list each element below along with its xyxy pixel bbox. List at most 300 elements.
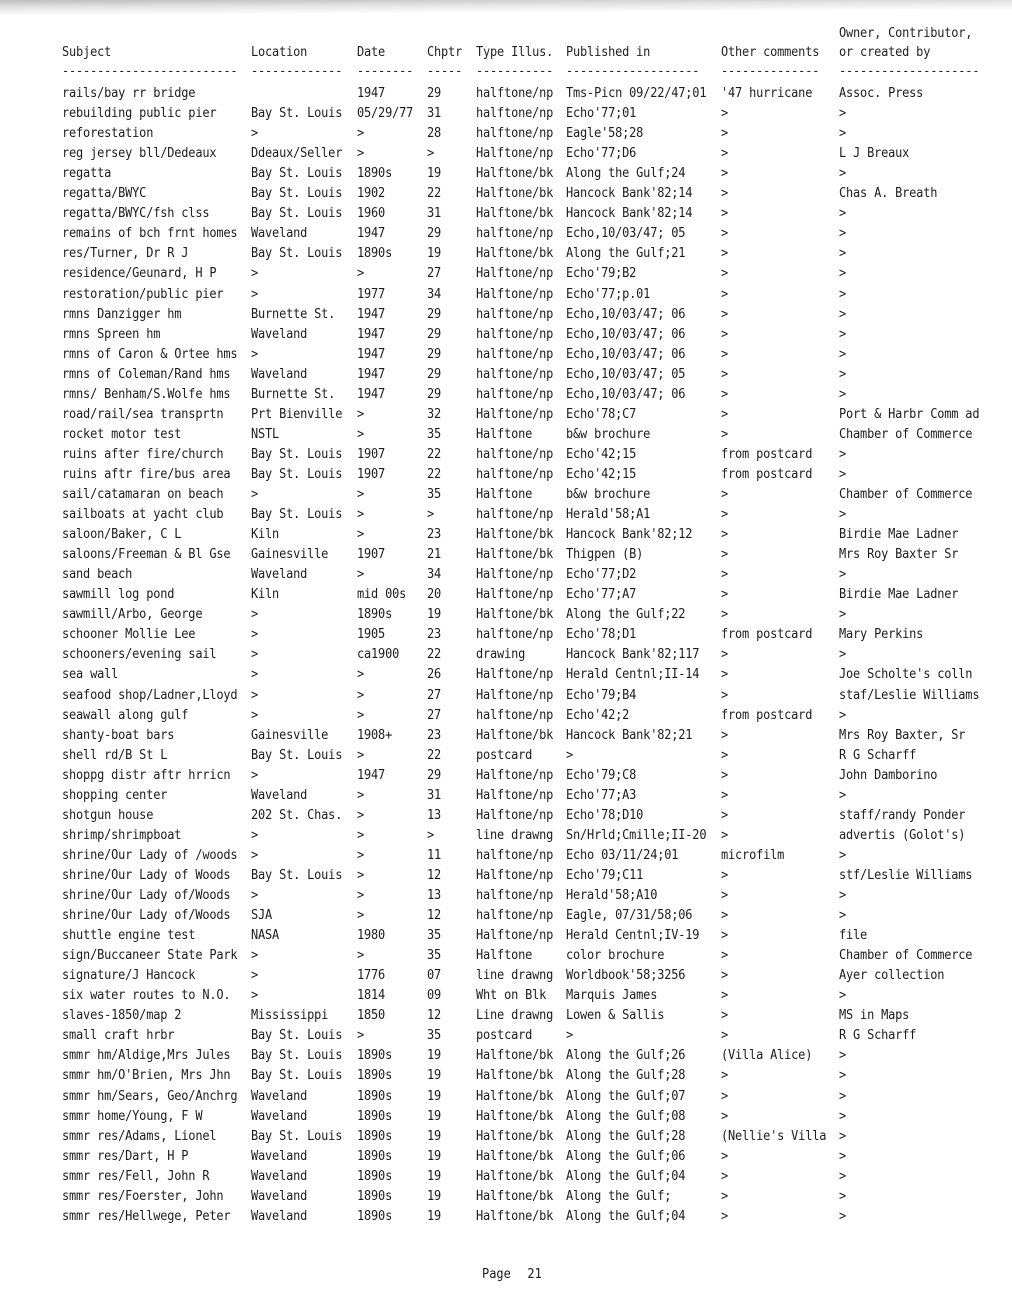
cell-date: >	[357, 867, 365, 883]
table-row	[0, 547, 1012, 567]
cell-chapter: 29	[427, 226, 442, 242]
cell-subject: slaves-1850/map 2	[62, 1008, 182, 1024]
table-row	[0, 1189, 1012, 1209]
table-row	[0, 1169, 1012, 1189]
cell-type-illus: Halftone/np	[476, 146, 554, 162]
cell-location: Kiln	[251, 587, 280, 603]
cell-published-in: Echo'42;15	[566, 446, 637, 462]
cell-subject: sand beach	[62, 567, 133, 583]
cell-location: Kiln	[251, 527, 280, 543]
cell-date: >	[357, 747, 365, 763]
cell-location: Bay St. Louis	[251, 446, 343, 462]
cell-type-illus: line drawng	[476, 827, 554, 843]
table-row	[0, 447, 1012, 467]
cell-published-in: Echo'77;01	[566, 106, 637, 122]
table-row	[0, 467, 1012, 487]
table-row	[0, 607, 1012, 627]
cell-owner: >	[839, 1048, 847, 1064]
cell-other-comments: >	[721, 206, 729, 222]
cell-location: Burnette St.	[251, 306, 336, 322]
cell-type-illus: Halftone/np	[476, 687, 554, 703]
cell-date: >	[357, 787, 365, 803]
cell-published-in: Hancock Bank'82;12	[566, 527, 693, 543]
cell-location: 202 St. Chas.	[251, 807, 343, 823]
cell-chapter: 29	[427, 346, 442, 362]
cell-date: 1908+	[357, 727, 393, 743]
cell-date: 1776	[357, 968, 386, 984]
cell-other-comments: (Villa Alice)	[721, 1048, 813, 1064]
cell-published-in: Echo'79;B4	[566, 687, 637, 703]
cell-other-comments: microfilm	[721, 847, 785, 863]
cell-date: >	[357, 527, 365, 543]
cell-location: Bay St. Louis	[251, 1028, 343, 1044]
cell-subject: remains of bch frnt homes	[62, 226, 238, 242]
cell-subject: saloons/Freeman & Bl Gse	[62, 547, 231, 563]
cell-chapter: 31	[427, 787, 442, 803]
cell-chapter: 19	[427, 1088, 442, 1104]
cell-location: Waveland	[251, 1148, 308, 1164]
cell-location: Burnette St.	[251, 386, 336, 402]
cell-published-in: Echo'42;15	[566, 466, 637, 482]
cell-chapter: 29	[427, 366, 442, 382]
cell-chapter: 29	[427, 326, 442, 342]
cell-other-comments: >	[721, 306, 729, 322]
cell-chapter: 19	[427, 1208, 442, 1224]
cell-type-illus: Halftone/bk	[476, 166, 554, 182]
cell-other-comments: >	[721, 286, 729, 302]
cell-subject: shrine/Our Lady of /woods	[62, 847, 238, 863]
cell-owner: Chamber of Commerce	[839, 948, 973, 964]
cell-chapter: 12	[427, 867, 442, 883]
cell-location: Bay St. Louis	[251, 1048, 343, 1064]
cell-other-comments: >	[721, 687, 729, 703]
cell-date: 1907	[357, 466, 386, 482]
page-number: 21	[527, 1267, 542, 1282]
cell-subject: reforestation	[62, 126, 154, 142]
cell-other-comments: >	[721, 106, 729, 122]
cell-date: 1890s	[357, 1088, 393, 1104]
separator-owner: --------------------	[839, 64, 980, 79]
cell-location: Ddeaux/Seller	[251, 146, 343, 162]
cell-owner: >	[839, 266, 847, 282]
cell-owner: >	[839, 1168, 847, 1184]
cell-date: 1905	[357, 627, 386, 643]
cell-owner: >	[839, 226, 847, 242]
cell-type-illus: halftone/np	[476, 306, 554, 322]
cell-owner: R G Scharff	[839, 1028, 917, 1044]
cell-date: 1890s	[357, 1128, 393, 1144]
cell-chapter: >	[427, 827, 435, 843]
cell-published-in: Along the Gulf;21	[566, 246, 686, 262]
cell-type-illus: Halftone/bk	[476, 206, 554, 222]
cell-owner: Mrs Roy Baxter Sr	[839, 547, 959, 563]
cell-date: >	[357, 807, 365, 823]
cell-other-comments: >	[721, 787, 729, 803]
cell-subject: seafood shop/Ladner,Lloyd	[62, 687, 238, 703]
cell-subject: signature/J Hancock	[62, 968, 196, 984]
cell-date: >	[357, 667, 365, 683]
cell-published-in: Hancock Bank'82;21	[566, 727, 693, 743]
cell-subject: rmns of Caron & Ortee hms	[62, 346, 238, 362]
cell-chapter: 22	[427, 186, 442, 202]
separator-chptr: -----	[427, 64, 463, 79]
cell-published-in: Echo,10/03/47; 06	[566, 306, 686, 322]
cell-type-illus: Halftone/bk	[476, 1168, 554, 1184]
cell-published-in: Echo'79;C11	[566, 867, 644, 883]
cell-subject: shoppg distr aftr hrricn	[62, 767, 231, 783]
table-row	[0, 287, 1012, 307]
table-row	[0, 948, 1012, 968]
cell-chapter: 27	[427, 707, 442, 723]
cell-location: Gainesville	[251, 727, 329, 743]
cell-date: 1890s	[357, 246, 393, 262]
cell-other-comments: >	[721, 527, 729, 543]
cell-date: 1980	[357, 928, 386, 944]
cell-published-in: Along the Gulf;07	[566, 1088, 686, 1104]
cell-chapter: 21	[427, 547, 442, 563]
cell-other-comments: >	[721, 727, 729, 743]
cell-subject: regatta/BWYC	[62, 186, 147, 202]
cell-other-comments: >	[721, 1208, 729, 1224]
cell-type-illus: halftone/np	[476, 908, 554, 924]
cell-location: Waveland	[251, 787, 308, 803]
cell-type-illus: Halftone/np	[476, 667, 554, 683]
cell-date: mid 00s	[357, 587, 407, 603]
cell-published-in: Echo'79;B2	[566, 266, 637, 282]
cell-subject: regatta	[62, 166, 112, 182]
cell-owner: >	[839, 988, 847, 1004]
cell-type-illus: Halftone/np	[476, 567, 554, 583]
cell-owner: advertis (Golot's)	[839, 827, 966, 843]
cell-type-illus: Halftone	[476, 948, 533, 964]
cell-published-in: Sn/Hrld;Cmille;II-20	[566, 827, 707, 843]
separator-subject: -------------------------	[62, 64, 238, 79]
table-row	[0, 647, 1012, 667]
cell-location: >	[251, 988, 259, 1004]
cell-other-comments: >	[721, 968, 729, 984]
cell-type-illus: Halftone/bk	[476, 527, 554, 543]
table-row	[0, 126, 1012, 146]
cell-other-comments: >	[721, 1068, 729, 1084]
cell-other-comments: >	[721, 1168, 729, 1184]
cell-chapter: 20	[427, 587, 442, 603]
table-row	[0, 487, 1012, 507]
cell-subject: rails/bay rr bridge	[62, 86, 196, 101]
table-row	[0, 1149, 1012, 1169]
cell-location: Waveland	[251, 226, 308, 242]
cell-owner: >	[839, 126, 847, 142]
cell-owner: >	[839, 1208, 847, 1224]
cell-date: >	[357, 847, 365, 863]
table-row	[0, 1068, 1012, 1088]
cell-type-illus: Halftone/bk	[476, 727, 554, 743]
cell-location: >	[251, 827, 259, 843]
cell-subject: smmr hm/O'Brien, Mrs Jhn	[62, 1068, 231, 1084]
table-row	[0, 748, 1012, 768]
cell-other-comments: >	[721, 867, 729, 883]
cell-subject: six water routes to N.O.	[62, 988, 231, 1004]
cell-published-in: Hancock Bank'82;117	[566, 647, 700, 663]
cell-chapter: 35	[427, 928, 442, 944]
header-owner-line1: Owner, Contributor,	[839, 26, 973, 41]
cell-owner: Ayer collection	[839, 968, 945, 984]
cell-owner: >	[839, 1188, 847, 1204]
cell-subject: smmr res/Dart, H P	[62, 1148, 189, 1164]
cell-location: Bay St. Louis	[251, 206, 343, 222]
cell-date: 1947	[357, 767, 386, 783]
cell-date: >	[357, 908, 365, 924]
cell-chapter: 29	[427, 86, 442, 101]
cell-published-in: Echo'42;2	[566, 707, 630, 723]
cell-owner: staf/Leslie Williams	[839, 687, 980, 703]
cell-date: 1890s	[357, 607, 393, 623]
cell-owner: Mary Perkins	[839, 627, 924, 643]
cell-chapter: 34	[427, 286, 442, 302]
table-row	[0, 768, 1012, 788]
cell-type-illus: halftone/np	[476, 466, 554, 482]
cell-location: Mississippi	[251, 1008, 329, 1024]
cell-owner: >	[839, 386, 847, 402]
cell-subject: reg jersey bll/Dedeaux	[62, 146, 217, 162]
cell-other-comments: >	[721, 1088, 729, 1104]
cell-owner: >	[839, 1148, 847, 1164]
table-row	[0, 888, 1012, 908]
cell-chapter: 23	[427, 727, 442, 743]
cell-published-in: Along the Gulf;06	[566, 1148, 686, 1164]
header-date: Date	[357, 45, 386, 60]
cell-type-illus: postcard	[476, 747, 533, 763]
cell-type-illus: Halftone/bk	[476, 1048, 554, 1064]
cell-type-illus: halftone/np	[476, 326, 554, 342]
cell-other-comments: >	[721, 1108, 729, 1124]
cell-chapter: 31	[427, 206, 442, 222]
table-row	[0, 1209, 1012, 1229]
cell-date: 1890s	[357, 1208, 393, 1224]
cell-location: Bay St. Louis	[251, 507, 343, 523]
cell-location: Bay St. Louis	[251, 186, 343, 202]
cell-subject: shrine/Our Lady of Woods	[62, 867, 231, 883]
cell-type-illus: Halftone/bk	[476, 186, 554, 202]
cell-owner: Birdie Mae Ladner	[839, 587, 959, 603]
table-row	[0, 427, 1012, 447]
cell-other-comments: >	[721, 386, 729, 402]
cell-date: 1977	[357, 286, 386, 302]
cell-type-illus: Halftone/np	[476, 867, 554, 883]
cell-location: >	[251, 126, 259, 142]
cell-chapter: 19	[427, 1048, 442, 1064]
cell-subject: smmr home/Young, F W	[62, 1108, 203, 1124]
cell-subject: sea wall	[62, 667, 119, 683]
cell-chapter: 22	[427, 466, 442, 482]
cell-chapter: 27	[427, 266, 442, 282]
cell-owner: L J Breaux	[839, 146, 910, 162]
cell-subject: rmns Danzigger hm	[62, 306, 182, 322]
cell-other-comments: from postcard	[721, 466, 813, 482]
cell-published-in: Hancock Bank'82;14	[566, 206, 693, 222]
cell-other-comments: >	[721, 1188, 729, 1204]
header-location: Location	[251, 45, 308, 60]
cell-subject: shrine/Our Lady of/Woods	[62, 888, 231, 903]
table-row	[0, 627, 1012, 647]
cell-chapter: 22	[427, 647, 442, 663]
cell-subject: residence/Geunard, H P	[62, 266, 217, 282]
cell-published-in: Echo'77;p.01	[566, 286, 651, 302]
cell-type-illus: Halftone/np	[476, 807, 554, 823]
table-row	[0, 226, 1012, 246]
cell-location: >	[251, 487, 259, 502]
cell-owner: Chas A. Breath	[839, 186, 938, 202]
cell-published-in: Echo,10/03/47; 06	[566, 326, 686, 342]
cell-location: NASA	[251, 928, 280, 944]
cell-published-in: Tms-Picn 09/22/47;01	[566, 86, 707, 101]
cell-location: SJA	[251, 908, 273, 924]
cell-other-comments: >	[721, 487, 729, 502]
cell-owner: MS in Maps	[839, 1008, 910, 1024]
cell-date: >	[357, 406, 365, 422]
cell-type-illus: Halftone/np	[476, 266, 554, 282]
cell-location: >	[251, 667, 259, 683]
cell-subject: shotgun house	[62, 807, 154, 823]
cell-chapter: 22	[427, 446, 442, 462]
cell-subject: smmr hm/Aldige,Mrs Jules	[62, 1048, 231, 1064]
cell-other-comments: >	[721, 928, 729, 944]
cell-subject: small craft hrbr	[62, 1028, 175, 1044]
table-row	[0, 848, 1012, 868]
cell-published-in: Thigpen (B)	[566, 547, 644, 563]
cell-other-comments: >	[721, 547, 729, 563]
table-row	[0, 146, 1012, 166]
cell-chapter: 27	[427, 687, 442, 703]
cell-owner: >	[839, 647, 847, 663]
cell-published-in: Eagle'58;28	[566, 126, 644, 142]
cell-published-in: Along the Gulf;26	[566, 1048, 686, 1064]
cell-owner: >	[839, 847, 847, 863]
cell-owner: >	[839, 888, 847, 903]
cell-published-in: Along the Gulf;08	[566, 1108, 686, 1124]
cell-other-comments: from postcard	[721, 627, 813, 643]
cell-chapter: 12	[427, 908, 442, 924]
cell-subject: smmr res/Adams, Lionel	[62, 1128, 217, 1144]
cell-date: 1907	[357, 547, 386, 563]
cell-other-comments: >	[721, 507, 729, 523]
cell-chapter: 31	[427, 106, 442, 122]
cell-published-in: Echo,10/03/47; 05	[566, 226, 686, 242]
cell-location: Bay St. Louis	[251, 466, 343, 482]
cell-owner: >	[839, 607, 847, 623]
cell-location: >	[251, 847, 259, 863]
cell-owner: Mrs Roy Baxter, Sr	[839, 727, 966, 743]
cell-subject: sail/catamaran on beach	[62, 487, 224, 502]
cell-type-illus: halftone/np	[476, 346, 554, 362]
table-row	[0, 788, 1012, 808]
cell-subject: shopping center	[62, 787, 168, 803]
cell-owner: >	[839, 1108, 847, 1124]
cell-subject: sign/Buccaneer State Park	[62, 948, 238, 964]
cell-type-illus: halftone/np	[476, 507, 554, 523]
cell-published-in: Echo'77;D6	[566, 146, 637, 162]
cell-other-comments: from postcard	[721, 446, 813, 462]
cell-other-comments: >	[721, 426, 729, 442]
separator-location: -------------	[251, 64, 343, 79]
cell-type-illus: Halftone/bk	[476, 1208, 554, 1224]
cell-owner: >	[839, 1128, 847, 1144]
cell-other-comments: >	[721, 908, 729, 924]
cell-published-in: Herald'58;A1	[566, 507, 651, 523]
cell-subject: seawall along gulf	[62, 707, 189, 723]
cell-location: Bay St. Louis	[251, 1128, 343, 1144]
table-row	[0, 567, 1012, 587]
cell-date: 1960	[357, 206, 386, 222]
cell-subject: schooner Mollie Lee	[62, 627, 196, 643]
cell-other-comments: >	[721, 266, 729, 282]
cell-date: >	[357, 888, 365, 903]
cell-other-comments: >	[721, 827, 729, 843]
table-row	[0, 908, 1012, 928]
cell-location: Waveland	[251, 1088, 308, 1104]
cell-subject: shrine/Our Lady of/Woods	[62, 908, 231, 924]
cell-other-comments: >	[721, 1028, 729, 1044]
cell-location: >	[251, 266, 259, 282]
cell-type-illus: halftone/np	[476, 366, 554, 382]
cell-owner: >	[839, 1068, 847, 1084]
cell-date: 1814	[357, 988, 386, 1004]
cell-subject: saloon/Baker, C L	[62, 527, 182, 543]
cell-owner: >	[839, 466, 847, 482]
cell-chapter: 29	[427, 767, 442, 783]
cell-other-comments: >	[721, 1008, 729, 1024]
cell-date: 1850	[357, 1008, 386, 1024]
cell-published-in: Along the Gulf;	[566, 1188, 672, 1204]
cell-date: >	[357, 707, 365, 723]
cell-owner: stf/Leslie Williams	[839, 867, 973, 883]
cell-date: 1947	[357, 386, 386, 402]
header-type-illus: Type Illus.	[476, 45, 554, 60]
cell-published-in: Along the Gulf;04	[566, 1168, 686, 1184]
cell-owner: >	[839, 286, 847, 302]
cell-published-in: >	[566, 1028, 574, 1044]
separator-published: -------------------	[566, 64, 700, 79]
cell-published-in: Herald Centnl;IV-19	[566, 928, 700, 944]
cell-type-illus: drawing	[476, 647, 526, 663]
page-label: Page	[482, 1267, 511, 1282]
cell-other-comments: >	[721, 406, 729, 422]
cell-type-illus: Halftone/bk	[476, 1148, 554, 1164]
cell-subject: regatta/BWYC/fsh clss	[62, 206, 210, 222]
cell-type-illus: Halftone/bk	[476, 1188, 554, 1204]
cell-chapter: 26	[427, 667, 442, 683]
cell-owner: Chamber of Commerce	[839, 487, 973, 502]
cell-location: Waveland	[251, 1168, 308, 1184]
cell-type-illus: Halftone	[476, 426, 533, 442]
cell-date: 1890s	[357, 166, 393, 182]
cell-subject: smmr res/Hellwege, Peter	[62, 1208, 231, 1224]
cell-location: Waveland	[251, 1108, 308, 1124]
cell-date: 1890s	[357, 1168, 393, 1184]
cell-location: >	[251, 346, 259, 362]
table-row	[0, 387, 1012, 407]
cell-published-in: Echo'78;D1	[566, 627, 637, 643]
cell-date: >	[357, 146, 365, 162]
cell-subject: smmr res/Fell, John R	[62, 1168, 210, 1184]
cell-date: 1947	[357, 226, 386, 242]
cell-location: Waveland	[251, 567, 308, 583]
cell-location: Bay St. Louis	[251, 747, 343, 763]
cell-location: >	[251, 627, 259, 643]
table-row	[0, 1129, 1012, 1149]
cell-published-in: Along the Gulf;22	[566, 607, 686, 623]
cell-chapter: 34	[427, 567, 442, 583]
cell-published-in: Herald Centnl;II-14	[566, 667, 700, 683]
